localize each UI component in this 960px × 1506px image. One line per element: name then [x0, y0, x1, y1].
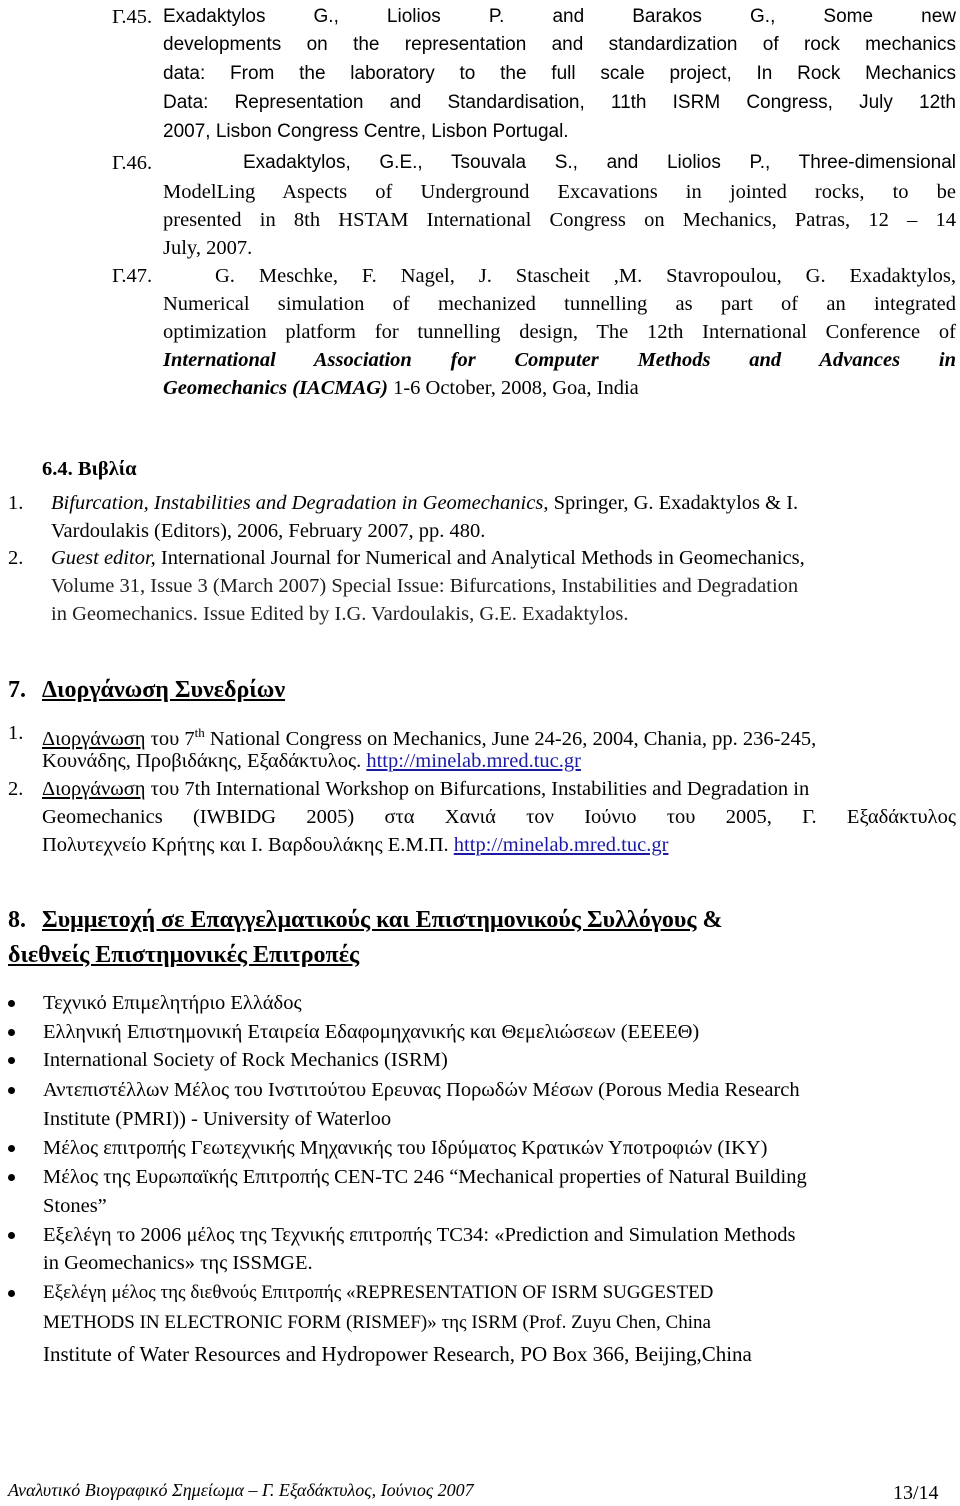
list-item: [8, 1048, 958, 1072]
list-item-line: in Geomechanics. Issue Edited by I.G. Vardoulakis, G.E. Exadaktylos.: [51, 603, 629, 625]
item-text: National Congress on Mechanics, June 24-26, 2004, Chania, pp. 236-245,: [204, 727, 817, 750]
ref-line: G. Meschke, F. Nagel, J. Stascheit ,M. Stavropoulou, G. Exadaktylos,: [215, 265, 956, 287]
list-item-line: Vardoulakis (Editors), 2006, February 2007, pp. 480.: [51, 520, 486, 542]
ref-journal: Geomechanics (IACMAG): [163, 377, 388, 399]
list-item: [42, 777, 809, 801]
superscript: th: [194, 725, 205, 740]
list-item: [42, 721, 816, 751]
ref-text: 1-6 October, 2008, Goa, India: [387, 377, 639, 399]
item-text: Κουνάδης, Προβιδάκης, Εξαδάκτυλος.: [42, 750, 367, 772]
ref-line: Numerical simulation of mechanized tunnelling as part of an integrated: [163, 293, 956, 315]
organization-term: Διοργάνωση: [42, 778, 146, 800]
item-text: Εξελέγη το 2006 μέλος της Τεχνικής επιτροπής TC34: «Prediction and Simulation Methods: [43, 1224, 796, 1246]
ref-line: [163, 376, 639, 400]
list-number: 2.: [8, 547, 24, 569]
list-item: [8, 1136, 958, 1160]
bullet-icon: [8, 1029, 15, 1036]
list-item: [51, 491, 798, 515]
section-heading-number: 8.: [8, 907, 26, 933]
website-link[interactable]: http://minelab.mred.tuc.gr: [366, 750, 581, 772]
item-text: Institute of Water Resources and Hydropower Research, PO Box 366, Beijing,China: [43, 1342, 752, 1366]
item-text: Πολυτεχνείο Κρήτης και Ι. Βαρδουλάκης Ε.Μ.Π.: [42, 834, 454, 856]
item-text: METHODS IN ELECTRONIC FORM (RISMEF)» της ISRM (Prof. Zuyu Chen, China: [43, 1312, 711, 1333]
section-heading: Διοργάνωση Συνεδρίων: [42, 677, 286, 703]
list-item: [8, 1020, 958, 1044]
heading-text: Συμμετοχή σε Επαγγελματικούς και Επιστημονικούς Συλλόγους: [42, 907, 697, 933]
item-text: του 7: [145, 727, 195, 750]
list-item: [8, 1078, 958, 1130]
item-text: Institute (PMRI)) - University of Waterloo: [43, 1108, 392, 1130]
journal-name: International Journal for Numerical and Analytical Methods in Geomechanics,: [155, 547, 805, 569]
heading-text: &: [696, 907, 723, 933]
ref-line: Exadaktylos G., Liolios P. and Barakos G., Some new: [163, 6, 956, 27]
list-number: 1.: [8, 722, 24, 744]
section-heading-number: 7.: [8, 677, 26, 703]
ref-line: data: From the laboratory to the full scale project, In Rock Mechanics: [163, 63, 956, 84]
section-heading: 6.4. Βιβλία: [42, 458, 137, 480]
ref-line: presented in 8th HSTAM International Congress on Mechanics, Patras, 12 – 14: [163, 209, 956, 231]
organization-term: Διοργάνωση: [42, 727, 146, 750]
ref-line: International Association for Computer Methods and Advances in: [163, 349, 956, 371]
ref-line: ModelLing Aspects of Underground Excavations in jointed rocks, to be: [163, 181, 956, 203]
bullet-icon: [8, 1000, 15, 1007]
item-text: του 7th International Workshop on Bifurcations, Instabilities and Degradation in: [145, 778, 810, 800]
item-text: International Society of Rock Mechanics (ISRM): [43, 1049, 448, 1071]
list-number: 2.: [8, 778, 24, 800]
list-item: [8, 1165, 958, 1217]
ref-number: Γ.45.: [112, 6, 153, 28]
list-number: 1.: [8, 492, 24, 514]
list-item: [51, 546, 805, 570]
book-details: , Springer, G. Exadaktylos & I.: [543, 492, 799, 514]
footer-text: Αναλυτικό Βιογραφικό Σημείωμα – Γ. Εξαδάκτυλος, Ιούνιος 2007: [8, 1480, 474, 1500]
page-number: 13/14: [893, 1482, 939, 1504]
item-text: Stones”: [43, 1195, 107, 1217]
item-text: Εξελέγη μέλος της διεθνούς Επιτροπής «REPRESENTATION OF ISRM SUGGESTED: [43, 1282, 714, 1303]
bullet-icon: [8, 1057, 15, 1064]
item-text: Μέλος της Ευρωπαϊκής Επιτροπής CEN-TC 246 “Mechanical properties of Natural Building: [43, 1166, 807, 1188]
item-text: Τεχνικό Επιμελητήριο Ελλάδος: [43, 992, 302, 1014]
role-label: Guest editor,: [51, 547, 156, 569]
item-text: Αντεπιστέλλων Μέλος του Ινστιτούτου Ερευνας Πορωδών Μέσων (Porous Media Research: [43, 1079, 800, 1101]
list-item: [8, 1223, 958, 1275]
list-item-line: [42, 833, 668, 857]
bullet-icon: [8, 1232, 15, 1239]
section-heading-line2: διεθνείς Επιστημονικές Επιτροπές: [8, 942, 360, 968]
ref-line: Exadaktylos, G.E., Tsouvala S., and Liolios P., Three-dimensional: [243, 152, 956, 173]
section-heading: [42, 907, 723, 934]
ref-line: Data: Representation and Standardisation, 11th ISRM Congress, July 12th: [163, 92, 956, 113]
item-text: Ελληνική Επιστημονική Εταιρεία Εδαφομηχανικής και Θεμελιώσεων (ΕΕΕΕΘ): [43, 1021, 700, 1043]
ref-number: Γ.46.: [112, 152, 153, 174]
item-text: in Geomechanics» της ISSMGE.: [43, 1252, 313, 1274]
item-text: Μέλος επιτροπής Γεωτεχνικής Μηχανικής του Ιδρύματος Κρατικών Υποτροφιών (ΙΚΥ): [43, 1137, 768, 1159]
ref-line: optimization platform for tunnelling design, The 12th International Conference of: [163, 321, 956, 343]
bullet-icon: [8, 1174, 15, 1181]
ref-line: developments on the representation and standardization of rock mechanics: [163, 34, 956, 55]
list-item: [8, 1281, 958, 1371]
ref-line: 2007, Lisbon Congress Centre, Lisbon Portugal.: [163, 121, 569, 142]
list-item-line: Geomechanics (IWBIDG 2005) στα Χανιά τον Ιούνιο του 2005, Γ. Εξαδάκτυλος: [42, 806, 956, 828]
ref-line: July, 2007.: [163, 237, 253, 259]
bullet-icon: [8, 1145, 15, 1152]
ref-number: Γ.47.: [112, 265, 153, 287]
bullet-icon: [8, 1290, 15, 1297]
list-item: [8, 991, 958, 1015]
bullet-icon: [8, 1087, 15, 1094]
list-item-line: [42, 749, 581, 773]
book-title: Bifurcation, Instabilities and Degradation in Geomechanics: [51, 492, 544, 514]
list-item-line: Volume 31, Issue 3 (March 2007) Special Issue: Bifurcations, Instabilities and Degradation: [51, 575, 799, 597]
website-link[interactable]: http://minelab.mred.tuc.gr: [453, 834, 669, 856]
